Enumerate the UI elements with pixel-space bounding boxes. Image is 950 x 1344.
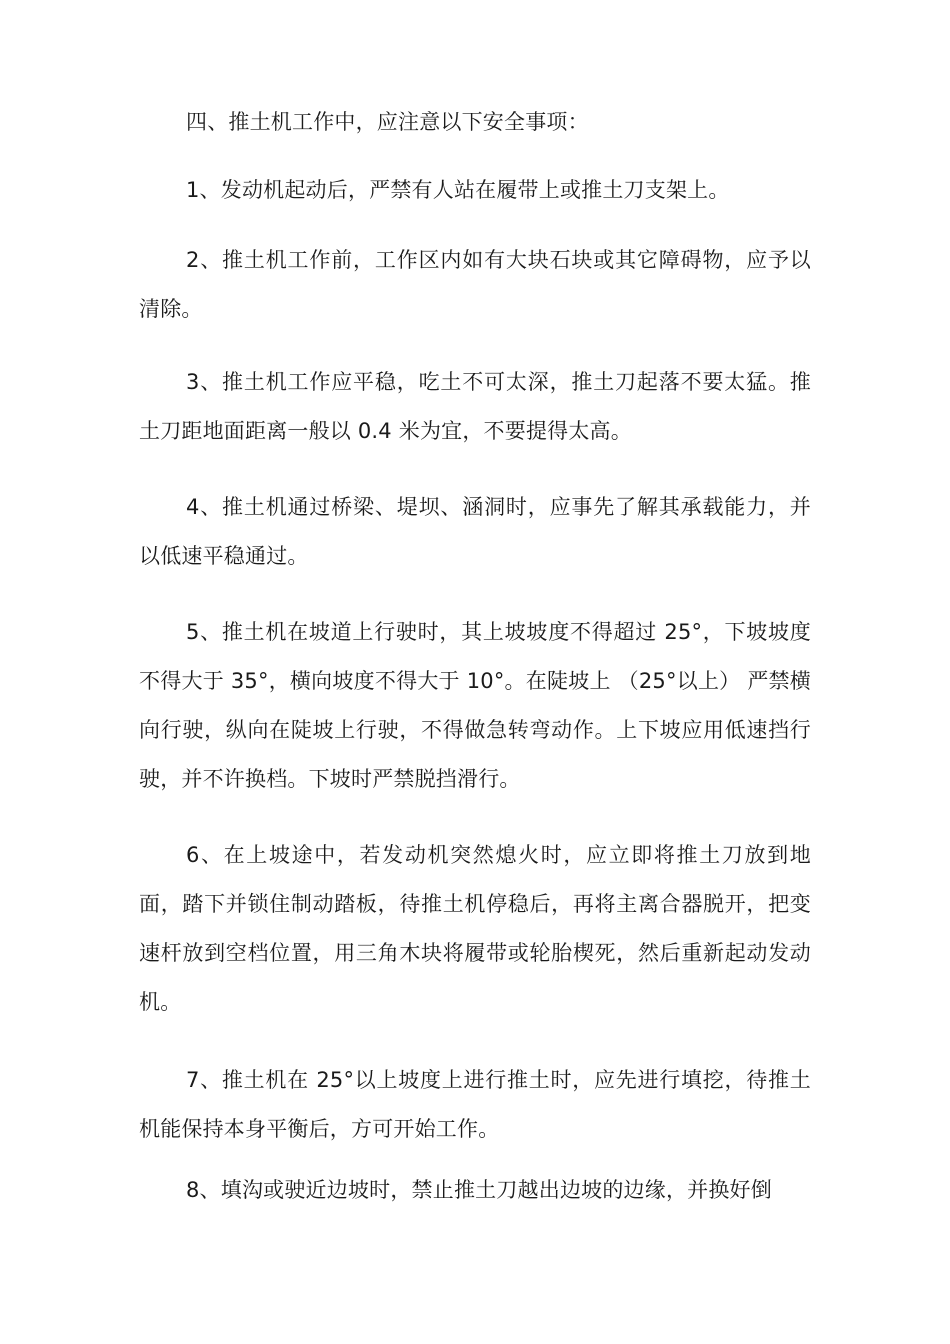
paragraph-1: 1、发动机起动后，严禁有人站在履带上或推土刀支架上。 [186,178,730,202]
section-heading: 四、推土机工作中，应注意以下安全事项： [186,110,589,134]
paragraph-5: 5、推土机在坡道上行驶时，其上坡坡度不得超过 25°，下坡坡度不得大于 35°，横向坡度不得大于 10°。在陡坡上 （25°以上） 严禁横向行驶，纵向在陡坡上行驶，不得做急转弯动作。上下坡应用低速挡行驶，并不许换档。下坡时严禁脱挡滑行。 [139,620,811,791]
paragraph-6: 6、在上坡途中，若发动机突然熄火时，应立即将推土刀放到地面，踏下并锁住制动踏板，待推土机停稳后，再将主离合器脱开，把变速杆放到空档位置，用三角木块将履带或轮胎楔死，然后重新起动发动机。 [139,843,811,1014]
paragraph-4: 4、推土机通过桥梁、堤坝、涵洞时，应事先了解其承载能力，并以低速平稳通过。 [139,495,811,568]
paragraph-2: 2、推土机工作前，工作区内如有大块石块或其它障碍物，应予以清除。 [139,248,811,321]
paragraph-7: 7、推土机在 25°以上坡度上进行推土时，应先进行填挖，待推土机能保持本身平衡后，方可开始工作。 [139,1068,811,1141]
paragraph-3: 3、推土机工作应平稳，吃土不可太深，推土刀起落不要太猛。推土刀距地面距离一般以 0.4 米为宜，不要提得太高。 [139,370,811,443]
paragraph-8: 8、填沟或驶近边坡时，禁止推土刀越出边坡的边缘，并换好倒 [186,1178,772,1202]
